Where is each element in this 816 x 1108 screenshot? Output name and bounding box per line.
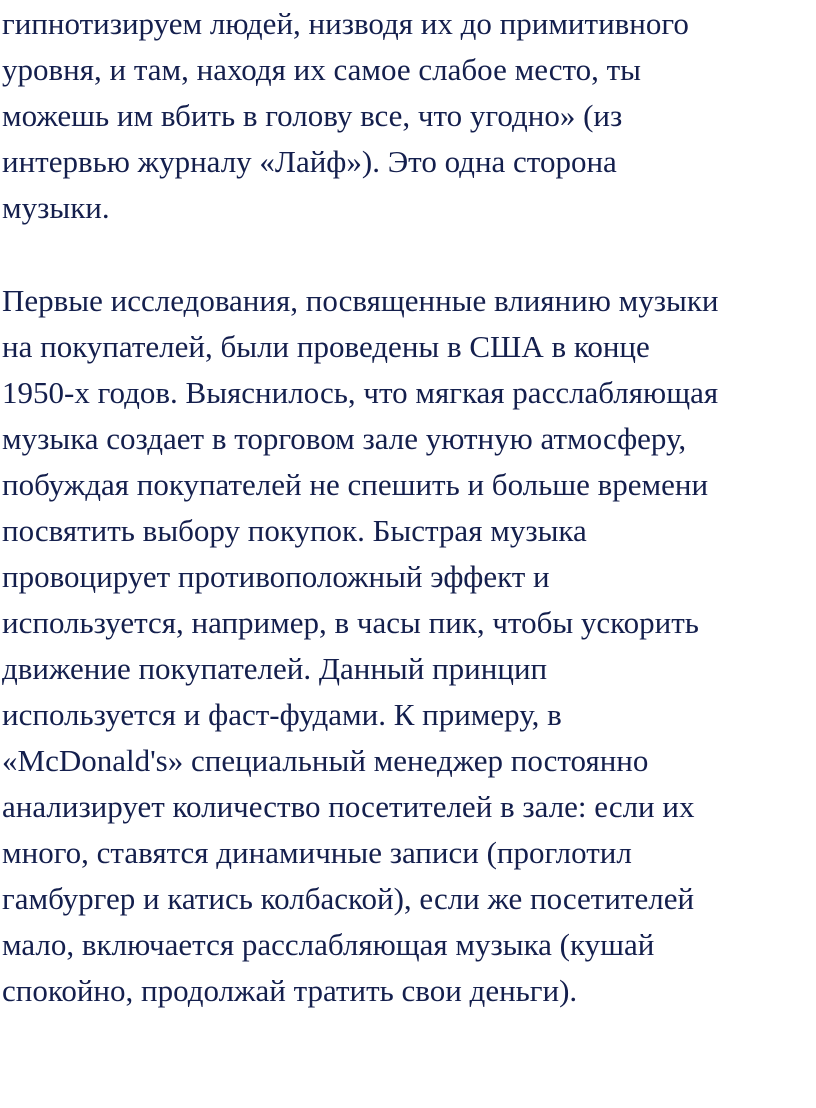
paragraph-1 <box>2 1 689 231</box>
text-line: анализирует количество посетителей в зале: если их <box>2 789 695 824</box>
text-line: провоцирует противоположный эффект и <box>2 559 550 594</box>
text-line: интервью журналу «Лайф»). Это одна сторона <box>2 144 617 179</box>
text-line: побуждая покупателей не спешить и больше времени <box>2 467 709 502</box>
text-line: гамбургер и катись колбаской), если же посетителей <box>2 881 695 916</box>
text-line: музыка создает в торговом зале уютную атмосферу, <box>2 421 687 456</box>
text-line: уровня, и там, находя их самое слабое место, ты <box>2 52 641 87</box>
text-line: используется, например, в часы пик, чтобы ускорить <box>2 605 699 640</box>
text-line: много, ставятся динамичные записи (проглотил <box>2 835 632 870</box>
text-line: движение покупателей. Данный принцип <box>2 651 548 686</box>
paragraph-2 <box>2 278 718 1014</box>
text-line: используется и фаст-фудами. К примеру, в <box>2 697 562 732</box>
text-line: Первые исследования, посвященные влиянию музыки <box>2 283 719 318</box>
text-line: можешь им вбить в голову все, что угодно» (из <box>2 98 623 133</box>
text-line: спокойно, продолжай тратить свои деньги). <box>2 973 578 1008</box>
text-line: гипнотизируем людей, низводя их до примитивного <box>2 6 689 41</box>
text-line: музыки. <box>2 190 110 225</box>
text-line: мало, включается расслабляющая музыка (кушай <box>2 927 655 962</box>
text-line: на покупателей, были проведены в США в конце <box>2 329 650 364</box>
text-line: 1950-х годов. Выяснилось, что мягкая расслабляющая <box>2 375 719 410</box>
text-line: посвятить выбору покупок. Быстрая музыка <box>2 513 587 548</box>
text-line: «McDonald's» специальный менеджер постоянно <box>2 743 649 778</box>
